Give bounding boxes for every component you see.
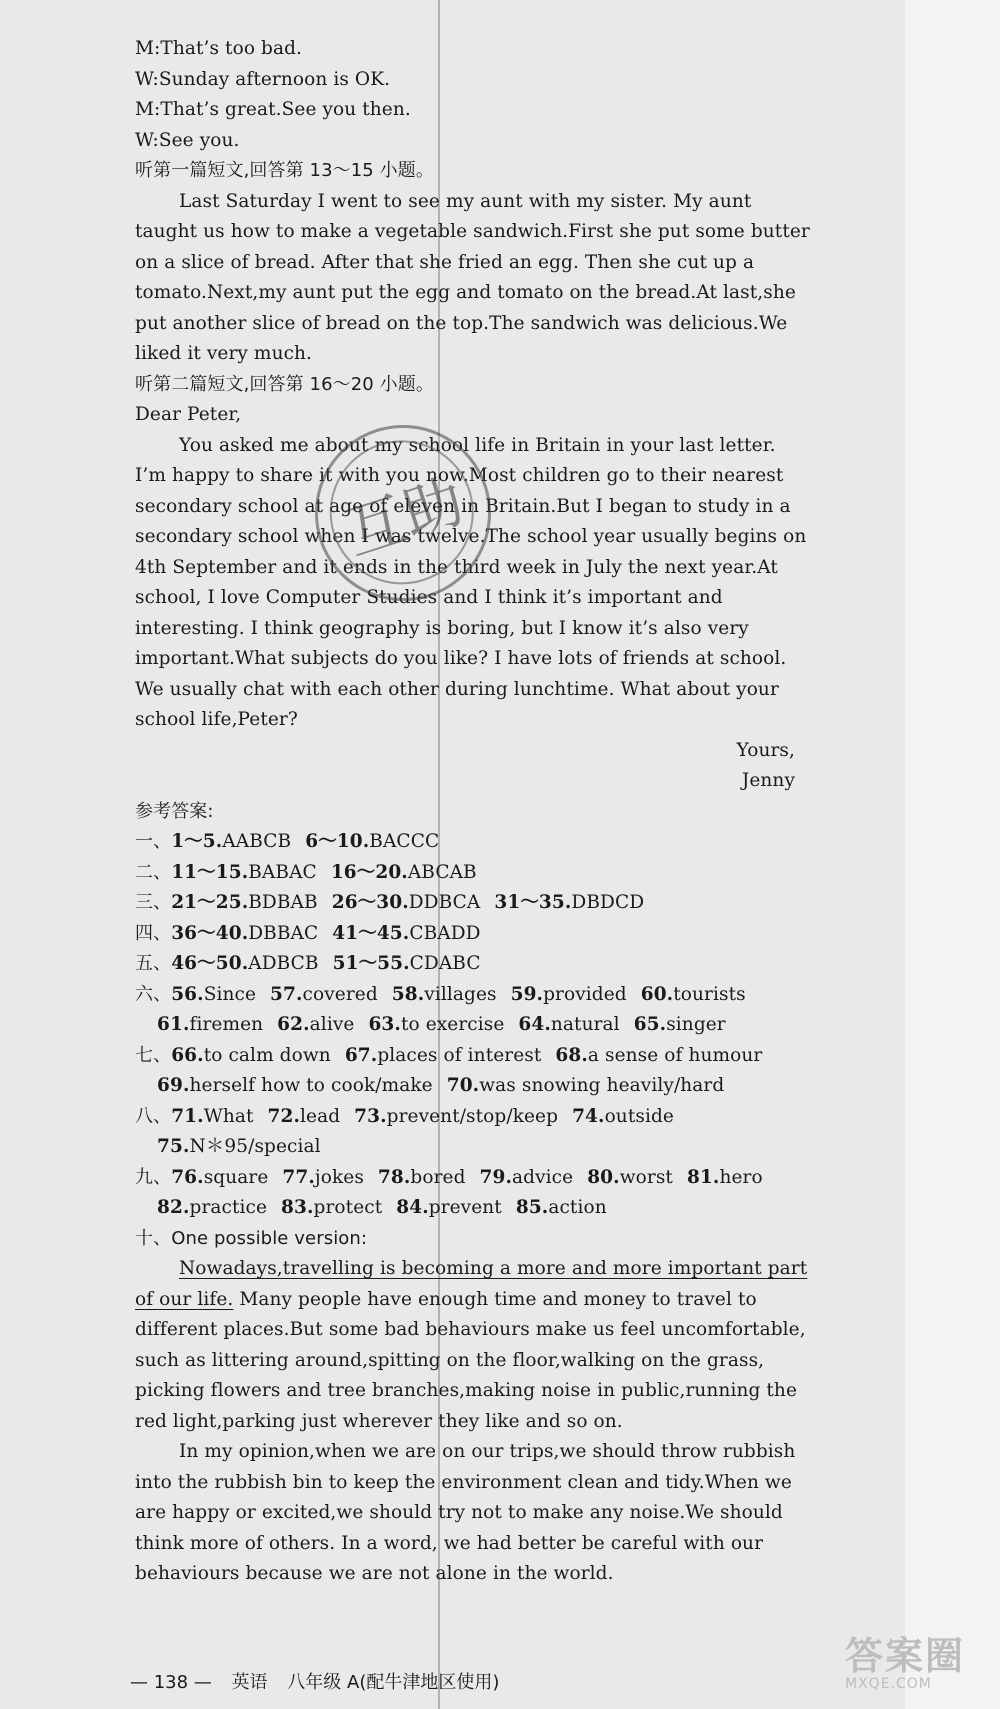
answer-item-number: 83. <box>281 1197 314 1218</box>
answer-row <box>135 949 795 980</box>
answer-item-number: 72. <box>267 1105 300 1127</box>
dialogue-line: M:That’s great.See you then. <box>135 99 411 120</box>
footer-subject: 英语 <box>231 1672 268 1693</box>
essay-line: behaviours because we are not alone in the world. <box>135 1563 614 1584</box>
answer-item-text: covered <box>302 983 378 1005</box>
answer-item-text: action <box>548 1197 607 1218</box>
passage-line: put another slice of bread on the top.The sandwich was delicious.We <box>135 312 788 334</box>
essay-line: are happy or excited,we should try not to make any noise.We should <box>135 1502 783 1523</box>
answer-item-text: worst <box>619 1166 673 1188</box>
essay-underlined-text: Nowadays,travelling is becoming a more and more important part <box>179 1258 808 1279</box>
answer-key <box>135 827 795 1224</box>
answer-item-number: 31～35. <box>494 892 572 913</box>
answer-item-text: AABCB <box>222 831 292 852</box>
essay-line <box>135 1285 795 1316</box>
answer-item-text: N＊95/special <box>189 1136 321 1157</box>
answer-item-text: CDABC <box>409 953 481 974</box>
answer-item-number: 60. <box>640 983 674 1005</box>
answer-item-number: 68. <box>555 1044 588 1066</box>
answer-row <box>135 858 795 889</box>
answer-item-number: 77. <box>282 1166 315 1188</box>
answer-item-text: square <box>203 1166 269 1188</box>
dialogue-line: W:See you. <box>135 129 240 151</box>
answer-item-text: alive <box>309 1014 355 1035</box>
letter-line: school life,Peter? <box>135 709 298 730</box>
passage-line: taught us how to make a vegetable sandwich.First she put some butter <box>135 221 810 242</box>
answer-section-number: 七、 <box>135 1044 172 1066</box>
answer-item-text: lead <box>300 1105 341 1127</box>
essay-line: into the rubbish bin to keep the environment clean and tidy.When we <box>135 1471 792 1493</box>
dialogue <box>135 34 795 156</box>
essay-line: different places.But some bad behaviours make us feel uncomfortable, <box>135 1319 806 1340</box>
answer-item-text: What <box>203 1105 254 1127</box>
answer-item-number: 46～50. <box>171 953 249 974</box>
letter-greeting: Dear Peter, <box>135 404 242 425</box>
passage-line: Last Saturday I went to see my aunt with my sister. My aunt <box>179 190 752 212</box>
answer-section-number: 四、 <box>135 922 172 944</box>
answer-item-text: practice <box>189 1197 268 1218</box>
answer-item-text: outside <box>604 1105 674 1127</box>
answer-item-text: singer <box>666 1014 726 1035</box>
answer-item-text: a sense of humour <box>587 1044 763 1066</box>
answer-item-number: 73. <box>354 1105 387 1127</box>
answer-item-text: CBADD <box>409 922 481 944</box>
watermark-url: MXQE.COM <box>845 1676 932 1692</box>
letter-line: interesting. I think geography is boring, but I know it’s also very <box>135 617 749 639</box>
answer-item-number: 85. <box>515 1197 549 1218</box>
answer-row <box>135 1163 795 1194</box>
answer-item-number: 1～5. <box>171 831 223 852</box>
letter-line: You asked me about my school life in Britain in your last letter. <box>179 434 776 456</box>
answer-item-text: prevent/stop/keep <box>386 1105 559 1127</box>
letter-line: secondary school at age of eleven in Britain.But I began to study in a <box>135 495 791 517</box>
answer-item-text: to exercise <box>400 1014 505 1035</box>
answer-item-number: 51～55. <box>332 953 410 974</box>
page-number: — 138 — <box>130 1672 212 1693</box>
answer-item-text: advice <box>512 1166 574 1188</box>
answer-item-text: DBDCD <box>571 892 645 913</box>
answer-item-text: prevent <box>428 1197 502 1218</box>
answer-item-number: 36～40. <box>171 922 249 944</box>
answer-section-number: 五、 <box>135 953 172 974</box>
answer-section-number: 一、 <box>135 831 172 852</box>
passage-2-heading: 听第二篇短文,回答第 16～20 小题。 <box>135 373 434 395</box>
answer-row <box>135 888 795 919</box>
answer-item-number: 79. <box>479 1166 513 1188</box>
letter-closing: Yours, <box>736 739 795 761</box>
letter-line: I’m happy to share it with you now.Most children go to their nearest <box>135 465 784 486</box>
answer-item-text: firemen <box>189 1014 264 1035</box>
answer-item-text: ADBCB <box>248 953 319 974</box>
document-content <box>135 34 810 1590</box>
answer-item-text: villages <box>424 983 497 1005</box>
letter-signature: Jenny <box>741 770 795 791</box>
passage-1 <box>135 187 810 370</box>
essay-line: think more of others. In a word, we had better be careful with our <box>135 1532 764 1554</box>
essay-line: red light,parking just wherever they like and so on. <box>135 1410 623 1432</box>
answer-row <box>135 827 795 858</box>
passage-line: tomato.Next,my aunt put the egg and tomato on the bread.At last,she <box>135 282 796 303</box>
answer-item-number: 66. <box>171 1044 204 1066</box>
essay-underlined-text: of our life. <box>135 1288 234 1310</box>
answer-item-number: 80. <box>587 1166 620 1188</box>
passage-1-heading: 听第一篇短文,回答第 13～15 小题。 <box>135 160 434 181</box>
answer-row <box>135 1041 795 1072</box>
answer-row <box>135 1132 795 1163</box>
answer-item-number: 61. <box>157 1014 190 1035</box>
answer-section-number: 八、 <box>135 1105 172 1127</box>
answer-item-text: bored <box>410 1166 466 1188</box>
answer-item-text: was snowing heavily/hard <box>479 1075 725 1096</box>
answer-item-text: provided <box>543 983 627 1005</box>
letter-line: school, I love Computer Studies and I think it’s important and <box>135 587 723 608</box>
answer-item-number: 84. <box>396 1197 429 1218</box>
essay-heading-text: 十、One possible version: <box>135 1227 368 1249</box>
answer-section-number: 九、 <box>135 1166 172 1188</box>
answer-item-number: 56. <box>171 983 204 1005</box>
answer-row <box>135 1193 795 1224</box>
answer-item-text: hero <box>719 1166 763 1188</box>
answer-item-number: 78. <box>377 1166 411 1188</box>
answers-heading: 参考答案: <box>135 800 214 822</box>
dialogue-line: M:That’s too bad. <box>135 38 303 59</box>
answer-item-number: 26～30. <box>331 892 409 913</box>
answer-item-number: 70. <box>446 1075 480 1096</box>
answer-item-text: DDBCA <box>408 892 481 913</box>
letter-line: secondary school when I was twelve.The school year usually begins on <box>135 526 807 547</box>
answer-item-text: ABCAB <box>407 861 477 883</box>
essay-line <box>135 1254 808 1285</box>
letter-line: important.What subjects do you like? I have lots of friends at school. <box>135 648 787 669</box>
passage-line: on a slice of bread. After that she fried an egg. Then she cut up a <box>135 251 755 273</box>
answer-item-number: 71. <box>171 1105 204 1127</box>
answer-item-text: places of interest <box>377 1044 542 1066</box>
answer-item-number: 58. <box>391 983 425 1005</box>
letter-line: We usually chat with each other during lunchtime. What about your <box>135 678 779 700</box>
answer-item-number: 64. <box>518 1014 551 1035</box>
answer-row <box>135 1071 795 1102</box>
answer-item-number: 63. <box>368 1014 401 1035</box>
watermark-logo-text: 答案圈 <box>845 1634 966 1678</box>
essay-line: In my opinion,when we are on our trips,we should throw rubbish <box>179 1441 796 1462</box>
answer-item-number: 82. <box>157 1197 190 1218</box>
answer-item-number: 67. <box>344 1044 378 1066</box>
footer-grade: 八年级 A(配牛津地区使用) <box>287 1672 500 1693</box>
answer-section-number: 二、 <box>135 861 172 883</box>
answer-item-text: tourists <box>673 983 746 1005</box>
site-watermark <box>845 1625 995 1705</box>
answer-item-text: DBBAC <box>248 922 319 944</box>
answer-item-number: 76. <box>171 1166 204 1188</box>
dialogue-line: W:Sunday afternoon is OK. <box>135 68 391 90</box>
passage-line: liked it very much. <box>135 343 313 364</box>
answer-item-number: 11～15. <box>171 861 249 883</box>
answer-item-number: 74. <box>572 1105 605 1127</box>
answer-row <box>135 1102 795 1133</box>
essay-line: such as littering around,spitting on the floor,walking on the grass, <box>135 1349 765 1371</box>
answer-item-number: 57. <box>270 983 303 1005</box>
seal-stamp-text: 互助 <box>336 465 473 570</box>
answer-item-number: 21～25. <box>171 892 249 913</box>
answer-row <box>135 980 795 1011</box>
answer-item-number: 59. <box>510 983 544 1005</box>
answer-item-text: jokes <box>314 1166 364 1188</box>
answer-item-number: 69. <box>157 1075 190 1096</box>
answer-item-text: BACCC <box>369 831 440 852</box>
answer-item-number: 75. <box>157 1136 190 1157</box>
essay <box>135 1254 808 1590</box>
answer-row <box>135 919 795 950</box>
answer-item-text: BDBAB <box>248 892 318 913</box>
answer-item-number: 41～45. <box>332 922 410 944</box>
answer-section-number: 六、 <box>135 983 172 1005</box>
essay-heading <box>135 1224 795 1255</box>
answer-row <box>135 1010 795 1041</box>
answer-item-number: 65. <box>633 1014 667 1035</box>
answer-item-number: 81. <box>686 1166 720 1188</box>
answer-item-number: 62. <box>277 1014 310 1035</box>
answer-item-text: BABAC <box>248 861 317 883</box>
answer-item-text: protect <box>313 1197 383 1218</box>
essay-text: Many people have enough time and money to travel to <box>233 1288 757 1310</box>
answer-item-number: 16～20. <box>330 861 408 883</box>
page-footer <box>130 1668 513 1694</box>
answer-item-text: Since <box>203 983 257 1005</box>
answer-item-text: natural <box>550 1014 620 1035</box>
essay-line: picking flowers and tree branches,making noise in public,running the <box>135 1380 797 1401</box>
answer-section-number: 三、 <box>135 892 172 913</box>
answer-item-text: to calm down <box>203 1044 331 1066</box>
answer-item-text: herself how to cook/make <box>189 1075 433 1096</box>
letter-line: 4th September and it ends in the third week in July the next year.At <box>135 556 778 578</box>
answer-item-number: 6～10. <box>305 831 370 852</box>
